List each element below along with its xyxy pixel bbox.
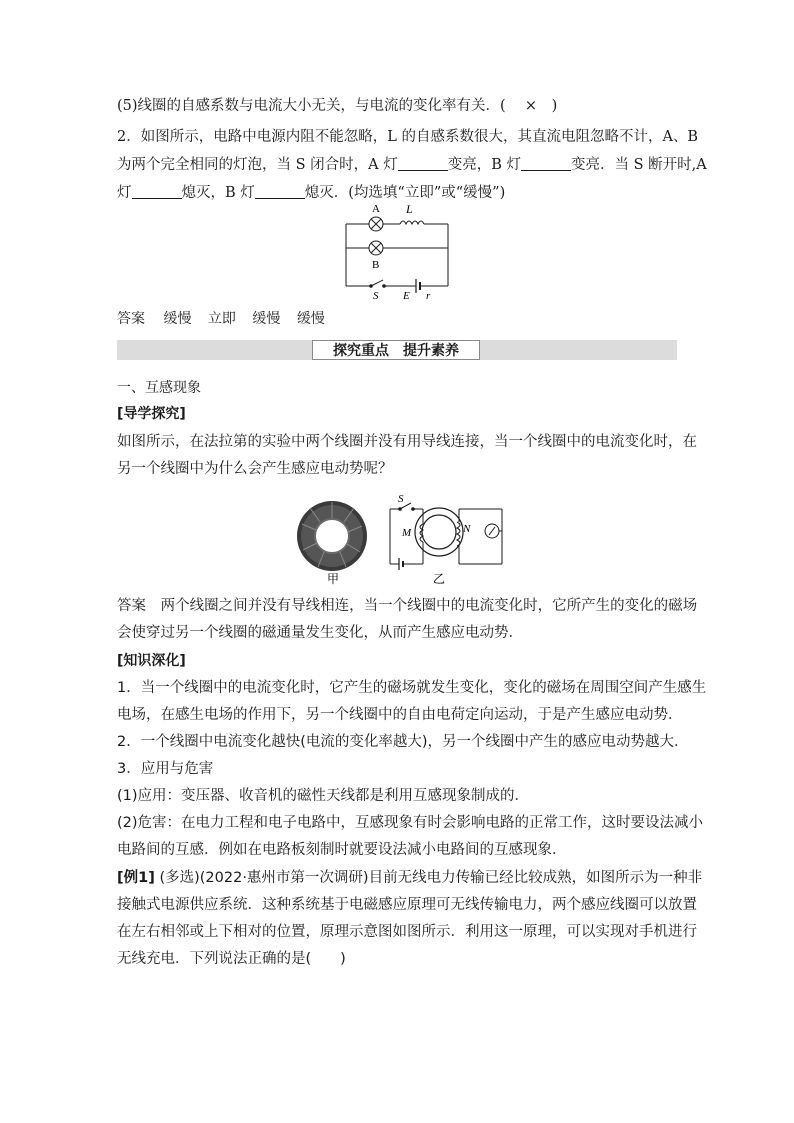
q2-line-2-b: 变亮，B 灯 — [447, 157, 521, 173]
knowledge-p3: 3．应用与危害 — [117, 761, 214, 777]
q2-line-3-a: 灯 — [117, 185, 132, 201]
knowledge-p3-2-line-1: (2)危害：在电力工程和电子电路中，互感现象有时会影响电路的正常工作，这时要设法减小 — [117, 815, 704, 831]
example-1-line-1 — [117, 868, 703, 888]
answer-1 — [117, 309, 677, 329]
answer-2-label: 答案 — [117, 598, 146, 614]
section-heading: 一、互感现象 — [117, 380, 201, 396]
banner-right: 提升素养 — [403, 343, 459, 359]
label-inductor-l: L — [406, 202, 413, 216]
blank-a-off — [132, 184, 182, 199]
q2-line-2-c: 变亮．当 S 断开时,A — [571, 157, 707, 173]
figure-jia-ring-coil — [288, 494, 384, 586]
label-lamp-a: A — [372, 203, 380, 215]
answer-1-label: 答案 — [117, 311, 145, 327]
statement-5-close: ) — [551, 98, 558, 114]
knowledge-p1-line-1: 1．当一个线圈中的电流变化时，它产生的磁场就发生变化，变化的磁场在周围空间产生感生 — [117, 680, 707, 696]
example-1-text-1: (多选)(2022·惠州市第一次调研)目前无线电力传输已经比较成熟，如图所示为一种非 — [159, 870, 703, 886]
answer-1-value: 缓慢 — [252, 311, 281, 327]
statement-5-mark: × — [524, 98, 537, 114]
figure-label-m: M — [402, 527, 412, 539]
statement-5-text: (5)线圈的自感系数与电流大小无关，与电流的变化率有关．( — [117, 98, 521, 114]
blank-b-on — [521, 156, 571, 171]
knowledge-p3-2-line-2: 电路间的互感．例如在电路板刻制时就要设法减小电路间的互感现象． — [117, 842, 567, 858]
label-lamp-b: B — [372, 259, 380, 271]
section-banner — [117, 340, 677, 360]
figure-label-n: N — [463, 523, 471, 535]
example-1-line-3: 在左右相邻或上下相对的位置，原理示意图如图所示．利用这一原理，可以实现对手机进行 — [117, 924, 697, 940]
answer-2-line-1 — [117, 596, 698, 616]
figure-label-jia: 甲 — [327, 572, 340, 586]
blank-b-off — [255, 184, 305, 199]
label-emf-e: E — [403, 290, 410, 300]
banner-title-box — [312, 340, 480, 360]
q2-line-1: 2．如图所示，电路中电源内阻不能忽略，L 的自感系数很大，其直流电阻忽略不计，A、B — [117, 129, 699, 145]
knowledge-p2: 2．一个线圈中电流变化越快(电流的变化率越大)，另一个线圈中产生的感应电动势越大． — [117, 734, 689, 750]
example-1-line-2: 接触式电源供应系统．这种系统基于电磁感应原理可无线传输电力，两个感应线圈可以放置 — [117, 897, 697, 913]
guide-question-line-1: 如图所示，在法拉第的实验中两个线圈并没有用导线连接，当一个线圈中的电流变化时，在 — [117, 434, 697, 450]
guide-label: [导学探究] — [117, 406, 186, 422]
answer-2-line-2: 会使穿过另一个线圈的磁通量发生变化，从而产生感应电动势． — [117, 625, 523, 641]
example-1-label: [例1] — [117, 870, 155, 886]
knowledge-label: [知识深化] — [117, 653, 186, 669]
q2-line-3-b: 熄灭，B 灯 — [181, 185, 255, 201]
answer-2-text-1: 两个线圈之间并没有导线相连，当一个线圈中的电流变化时，它所产生的变化的磁场 — [160, 598, 698, 614]
blank-a-on — [398, 156, 448, 171]
q2-line-3-c: 熄灭．(均选填“立即”或“缓慢”) — [304, 185, 506, 201]
knowledge-p1-line-2: 电场，在感生电场的作用下，另一个线圈中的自由电荷定向运动，于是产生感应电动势． — [117, 707, 683, 723]
figure-label-s: S — [398, 494, 404, 505]
label-switch-s: S — [373, 290, 379, 300]
answer-1-value: 缓慢 — [163, 311, 192, 327]
example-1-line-4: 无线充电．下列说法正确的是( ) — [117, 951, 346, 967]
answer-1-value: 缓慢 — [296, 311, 325, 327]
guide-question-line-2: 另一个线圈中为什么会产生感应电动势呢？ — [117, 461, 393, 477]
figure-yi-mutual-induction — [385, 494, 505, 586]
label-resistance-r: r — [426, 290, 431, 300]
answer-1-value: 立即 — [207, 311, 236, 327]
q2-line-2 — [117, 155, 707, 175]
banner-left: 探究重点 — [333, 343, 389, 359]
q2-line-2-a: 为两个完全相同的灯泡，当 S 闭合时，A 灯 — [117, 157, 398, 173]
statement-5 — [117, 96, 677, 116]
circuit-diagram — [340, 200, 455, 300]
knowledge-p3-1: (1)应用：变压器、收音机的磁性天线都是利用互感现象制成的． — [117, 788, 530, 804]
figure-label-yi: 乙 — [433, 572, 446, 586]
